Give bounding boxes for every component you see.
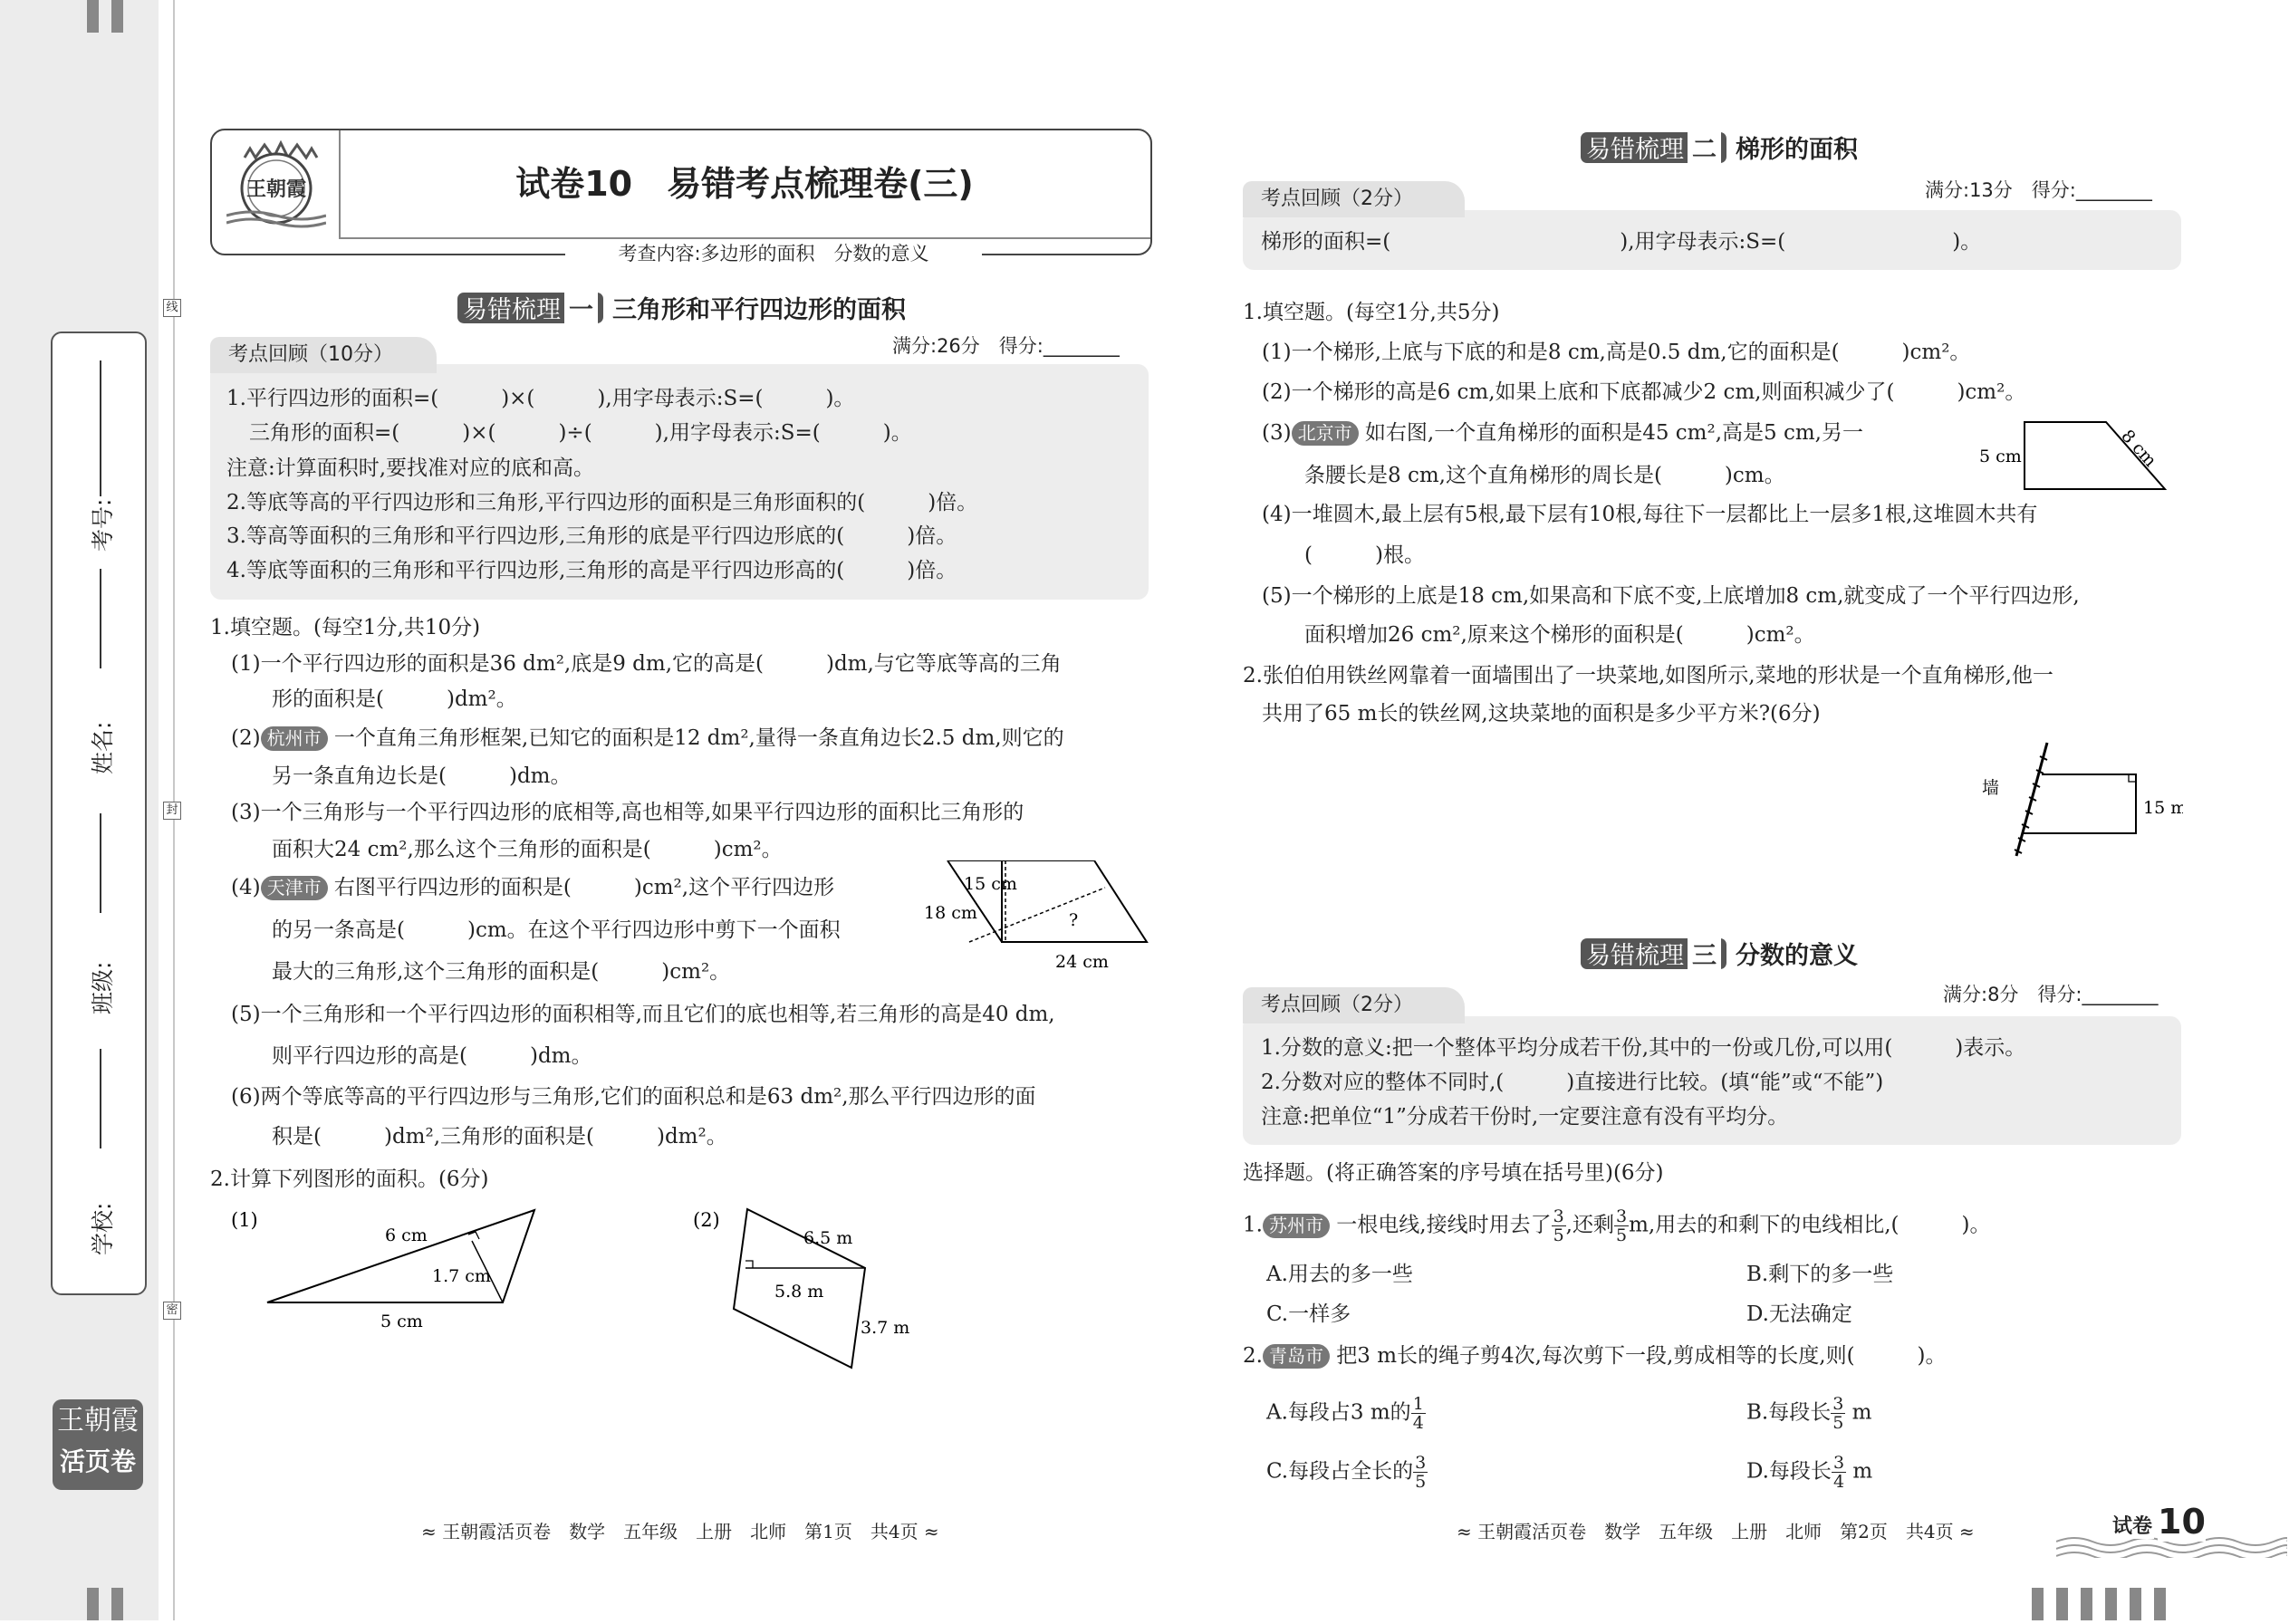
sec2-q1-5a: (5)一个梯形的上底是18 cm,如果高和下底不变,上底增加8 cm,就变成了一个平行四边形, [1262,584,2080,608]
sec1-q1-4b: 的另一条高是( )cm。在这个平行四边形中剪下一个面积 [272,918,841,942]
brand-logo: 王朝霞 活页卷 [53,1399,143,1490]
sec3-score: 满分:8分 得分:________ [1943,984,2159,1005]
svg-text:8 cm: 8 cm [2117,426,2160,471]
sec1-title: 易错梳理 一 三角形和平行四边形的面积 [457,290,906,325]
sec3-q2-opt-c: C.每段占全长的 $\frac{3}{5}$ [1266,1453,1427,1492]
svg-text:6.5 m: 6.5 m [803,1228,853,1248]
logo-emblem [226,138,326,232]
sec1-q1-3b: 面积大24 cm²,那么这个三角形的面积是( )cm²。 [272,838,783,861]
sec3-q1-opt-c: C.一样多 [1266,1302,1351,1326]
sec1-review-3: 注意:计算面积时,要找准对应的底和高。 [226,456,595,480]
svg-text:1.7 cm: 1.7 cm [432,1266,491,1286]
svg-text:5 cm: 5 cm [380,1312,423,1331]
sec2-q1-title: 1.填空题。(每空1分,共5分) [1243,301,1500,324]
sec2-q1-1: (1)一个梯形,上底与下底的和是8 cm,高是0.5 dm,它的面积是( )cm²。 [1262,341,1971,364]
sec1-q1-6a: (6)两个等底等高的平行四边形与三角形,它们的面积总和是63 dm²,那么平行四边形的面 [231,1085,1036,1109]
footer-left: ≈ 王朝霞活页卷 数学 五年级 上册 北师 第1页 共4页 ≈ [421,1521,939,1542]
city-tag-suzhou: 苏州市 [1263,1214,1330,1238]
sec3-review-3: 注意:把单位“1”分成若干份时,一定要注意有没有平均分。 [1261,1105,1789,1129]
sec2-q1-2: (2)一个梯形的高是6 cm,如果上底和下底都减少2 cm,则面积减少了( )cm²。 [1262,380,2026,404]
top-ticks [87,0,136,36]
svg-text:5.8 m: 5.8 m [774,1282,824,1302]
svg-text:24 cm: 24 cm [1055,952,1109,972]
sec1-q1-5a: (5)一个三角形和一个平行四边形的面积相等,而且它们的底也相等,若三角形的高是40 dm, [231,1003,1055,1026]
sec3-q2: 2. 青岛市 把3 m长的绳子剪4次,每次剪下一段,剪成相等的长度,则( )。 [1243,1344,1947,1368]
sec3-review-1: 1.分数的意义:把一个整体平均分成若干份,其中的一份或几份,可以用( )表示。 [1261,1036,2026,1060]
bottom-ticks [87,1588,136,1624]
sec1-review-2: 三角形的面积=( )×( )÷( ),用字母表示:S=( )。 [249,421,912,445]
sec2-q2-a: 2.张伯伯用铁丝网靠着一面墙围出了一块菜地,如图所示,菜地的形状是一个直角梯形,他一 [1243,664,2053,687]
svg-text:6 cm: 6 cm [385,1225,428,1245]
svg-text:18 cm: 18 cm [924,903,977,923]
sec1-review-6: 4.等底等面积的三角形和平行四边形,三角形的高是平行四边形高的( )倍。 [226,559,957,582]
sec3-q2-opt-a: A.每段占3 m的 $\frac{1}{4}$ [1266,1394,1424,1433]
sec2-q1-5b: 面积增加26 cm²,原来这个梯形的面积是( )cm²。 [1304,623,1815,647]
sec3-q2-opt-d: D.每段长 $\frac{3}{4}$ m [1746,1453,1873,1492]
page-subtitle: 考查内容:多边形的面积 分数的意义 [565,239,982,268]
sec1-q1-4a: (4) 天津市 右图平行四边形的面积是( )cm²,这个平行四边形 [231,876,835,899]
page-title: 试卷10 易错考点梳理卷(三) [515,164,974,204]
svg-text:王朝霞: 王朝霞 [245,178,307,201]
fig-parallelogram-2 [693,1205,965,1377]
sec2-review-tab: 考点回顾（2分） [1243,181,1465,217]
class-line[interactable] [100,813,101,913]
sec1-q1-4c: 最大的三角形,这个三角形的面积是( )cm²。 [272,960,731,984]
svg-text:15 cm: 15 cm [964,874,1017,894]
svg-text:(1): (1) [231,1209,258,1231]
svg-text:15 m: 15 m [2143,798,2183,818]
sec2-q2-b: 共用了65 m长的铁丝网,这块菜地的面积是多少平方米?(6分) [1262,702,1821,726]
footer-right: ≈ 王朝霞活页卷 数学 五年级 上册 北师 第2页 共4页 ≈ [1457,1521,1975,1542]
svg-text:5 cm: 5 cm [1979,447,2022,466]
sec1-q1-1b: 形的面积是( )dm²。 [272,687,517,711]
title-box [210,129,1152,264]
sec2-q1-4b: ( )根。 [1304,543,1425,567]
fig-parallelogram [924,860,1150,978]
sec2-score: 满分:13分 得分:________ [1925,179,2152,201]
svg-text:3.7 m: 3.7 m [861,1318,910,1338]
sec2-review-1: 梯形的面积=( ),用字母表示:S=( )。 [1261,230,1982,254]
bottom-right-ticks [2032,1588,2178,1624]
name-line[interactable] [100,569,101,668]
sec1-review-5: 3.等高等面积的三角形和平行四边形,三角形的底是平行四边形底的( )倍。 [226,524,957,548]
city-tag-qingdao: 青岛市 [1263,1344,1330,1369]
sec1-q1-3a: (3)一个三角形与一个平行四边形的底相等,高也相等,如果平行四边形的面积比三角形的 [231,801,1024,824]
fig-triangle-1 [231,1205,557,1331]
sec3-q1: 1. 苏州市 一根电线,接线时用去了 $\frac{3}{5}$ ,还剩 $\frac{3}{5}$ m,用去的和剩下的电线相比,( )。 [1243,1206,1991,1245]
sec1-review-tab: 考点回顾（10分） [210,337,437,373]
sec2-q1-3a: (3) 北京市 如右图,一个直角梯形的面积是45 cm²,高是5 cm,另一 [1262,421,1863,445]
city-tag-beijing: 北京市 [1292,421,1359,446]
sec2-q1-4a: (4)一堆圆木,最上层有5根,最下层有10根,每往下一层都比上一层多1根,这堆圆木共有 [1262,503,2038,526]
svg-text:(2): (2) [693,1209,720,1231]
name-label: 姓名: [90,721,116,774]
class-label: 班级: [90,961,116,1014]
city-tag-hangzhou: 杭州市 [261,726,328,751]
sec3-choice-title: 选择题。(将正确答案的序号填在括号里)(6分) [1243,1161,1664,1185]
sec1-q1-6b: 积是( )dm²,三角形的面积是( )dm²。 [272,1125,727,1148]
sec1-q1-5b: 则平行四边形的高是( )dm。 [272,1044,592,1068]
sec1-q1-2b: 另一条直角边长是( )dm。 [272,764,572,788]
sec3-q1-opt-a: A.用去的多一些 [1266,1263,1413,1286]
sec3-review-tab: 考点回顾（2分） [1243,987,1465,1023]
student-info-box [51,332,147,1295]
sec1-review-4: 2.等底等高的平行四边形和三角形,平行四边形的面积是三角形面积的( )倍。 [226,491,978,514]
sec1-q1-title: 1.填空题。(每空1分,共10分) [210,616,481,639]
sec3-title: 易错梳理 三 分数的意义 [1581,936,1858,971]
exam-no-line[interactable] [100,360,101,496]
sec3-q1-opt-d: D.无法确定 [1746,1302,1852,1326]
sec1-score: 满分:26分 得分:________ [892,335,1120,357]
mark-xian: 线 [163,299,181,317]
mark-feng: 封 [163,802,181,820]
sec3-q2-opt-b: B.每段长 $\frac{3}{5}$ m [1746,1394,1872,1433]
sec2-q1-3b: 条腰长是8 cm,这个直角梯形的周长是( )cm。 [1304,464,1785,487]
paper-number-badge: 试卷 10 [2056,1504,2287,1558]
school-line[interactable] [100,1049,101,1148]
sec2-title: 易错梳理 二 梯形的面积 [1581,130,1858,165]
sec3-review-2: 2.分数对应的整体不同时,( )直接进行比较。(填“能”或“不能”) [1261,1071,1884,1094]
svg-text:墙: 墙 [1982,778,2000,798]
sec1-q1-2a: (2) 杭州市 一个直角三角形框架,已知它的面积是12 dm²,量得一条直角边长2.5 dm,则它的 [231,726,1064,750]
school-label: 学校: [90,1202,116,1255]
sec1-review-1: 1.平行四边形的面积=( )×( ),用字母表示:S=( )。 [226,387,855,410]
sec3-q1-opt-b: B.剩下的多一些 [1746,1263,1894,1286]
sec1-q1-1a: (1)一个平行四边形的面积是36 dm²,底是9 dm,它的高是( )dm,与它等底等高的三角 [231,652,1062,676]
mark-mi: 密 [163,1302,181,1320]
exam-no-label: 考号: [90,498,116,552]
fig-wall-garden [1966,734,2183,870]
sec1-q2-title: 2.计算下列图形的面积。(6分) [210,1168,489,1191]
city-tag-tianjin: 天津市 [261,876,328,900]
fig-right-trapezoid [1975,415,2174,496]
svg-text:?: ? [1069,910,1079,930]
